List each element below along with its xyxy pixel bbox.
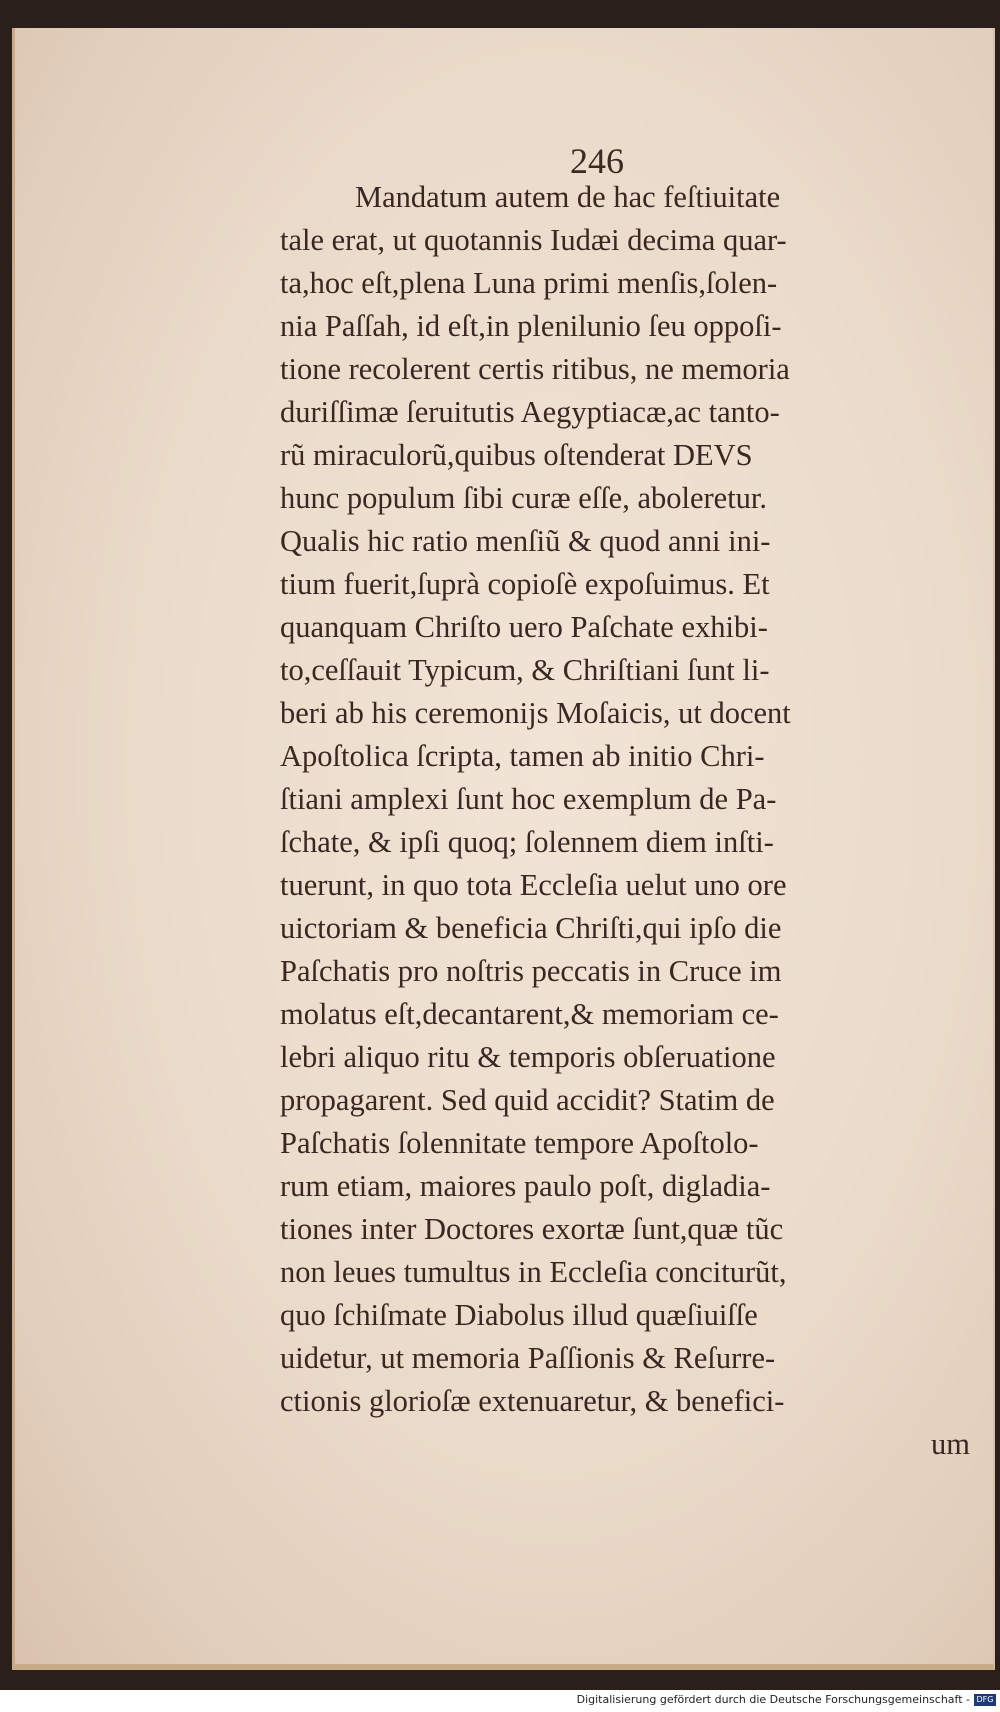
page-number: 246 bbox=[570, 141, 624, 181]
text-line: quanquam Chriſto uero Paſchate exhibi- bbox=[280, 610, 768, 644]
text-line: tiones inter Doctores exortæ ſunt,quæ tũc bbox=[280, 1212, 784, 1246]
text-line: Paſchatis ſolennitate tempore Apoſtolo- bbox=[280, 1126, 759, 1160]
text-line: lebri aliquo ritu & temporis obſeruatione bbox=[280, 1040, 776, 1074]
text-line: propagarent. Sed quid accidit? Statim de bbox=[280, 1083, 775, 1117]
funding-notice: Digitalisierung gefördert durch die Deutsche Forschungsgemeinschaft - bbox=[576, 1693, 970, 1706]
text-line: to,ceſſauit Typicum, & Chriſtiani ſunt li- bbox=[280, 653, 770, 687]
text-line: uictoriam & beneficia Chriſti,qui ipſo die bbox=[280, 911, 782, 945]
text-line: quo ſchiſmate Diabolus illud quæſiuiſſe bbox=[280, 1298, 758, 1332]
text-line: Apoſtolica ſcripta, tamen ab initio Chri- bbox=[280, 739, 765, 773]
text-line: Qualis hic ratio menſiũ & quod anni ini- bbox=[280, 524, 771, 558]
page-body-text bbox=[280, 176, 970, 1466]
text-line: Paſchatis pro noſtris peccatis in Cruce im bbox=[280, 954, 782, 988]
text-line: hunc populum ſibi curæ eſſe, aboleretur. bbox=[280, 481, 768, 515]
text-line: tione recolerent certis ritibus, ne memoria bbox=[280, 352, 790, 386]
text-line: Mandatum autem de hac feſtiuitate bbox=[355, 180, 781, 214]
text-line: tuerunt, in quo tota Eccleſia uelut uno ore bbox=[280, 868, 787, 902]
text-line: rum etiam, maiores paulo poſt, digladia- bbox=[280, 1169, 771, 1203]
text-line: tale erat, ut quotannis Iudæi decima quar- bbox=[280, 223, 787, 257]
text-line: tium fuerit,ſuprà copioſè expoſuimus. Et bbox=[280, 567, 770, 601]
text-line: uidetur, ut memoria Paſſionis & Reſurre- bbox=[280, 1341, 776, 1375]
text-line: ctionis glorioſæ extenuaretur, & benefici- bbox=[280, 1384, 785, 1418]
digitization-footer bbox=[0, 1690, 1000, 1712]
book-page bbox=[12, 28, 995, 1670]
text-line: rũ miraculorũ,quibus oſtenderat DEVS bbox=[280, 438, 753, 472]
text-line: beri ab his ceremonijs Moſaicis, ut docent bbox=[280, 696, 791, 730]
dfg-logo: DFG bbox=[974, 1694, 996, 1706]
text-line: ſchate, & ipſi quoq; ſolennem diem inſti- bbox=[280, 825, 774, 859]
text-line: nia Paſſah, id eſt,in plenilunio ſeu oppoſi- bbox=[280, 309, 782, 343]
text-line: ſtiani amplexi ſunt hoc exemplum de Pa- bbox=[280, 782, 777, 816]
text-line: duriſſimæ ſeruitutis Aegyptiacæ,ac tanto- bbox=[280, 395, 780, 429]
text-line: molatus eſt,decantarent,& memoriam ce- bbox=[280, 997, 779, 1031]
catchword: um bbox=[931, 1427, 970, 1461]
text-line: ta,hoc eſt,plena Luna primi menſis,ſolen- bbox=[280, 266, 778, 300]
text-line: non leues tumultus in Eccleſia conciturũt, bbox=[280, 1255, 787, 1289]
